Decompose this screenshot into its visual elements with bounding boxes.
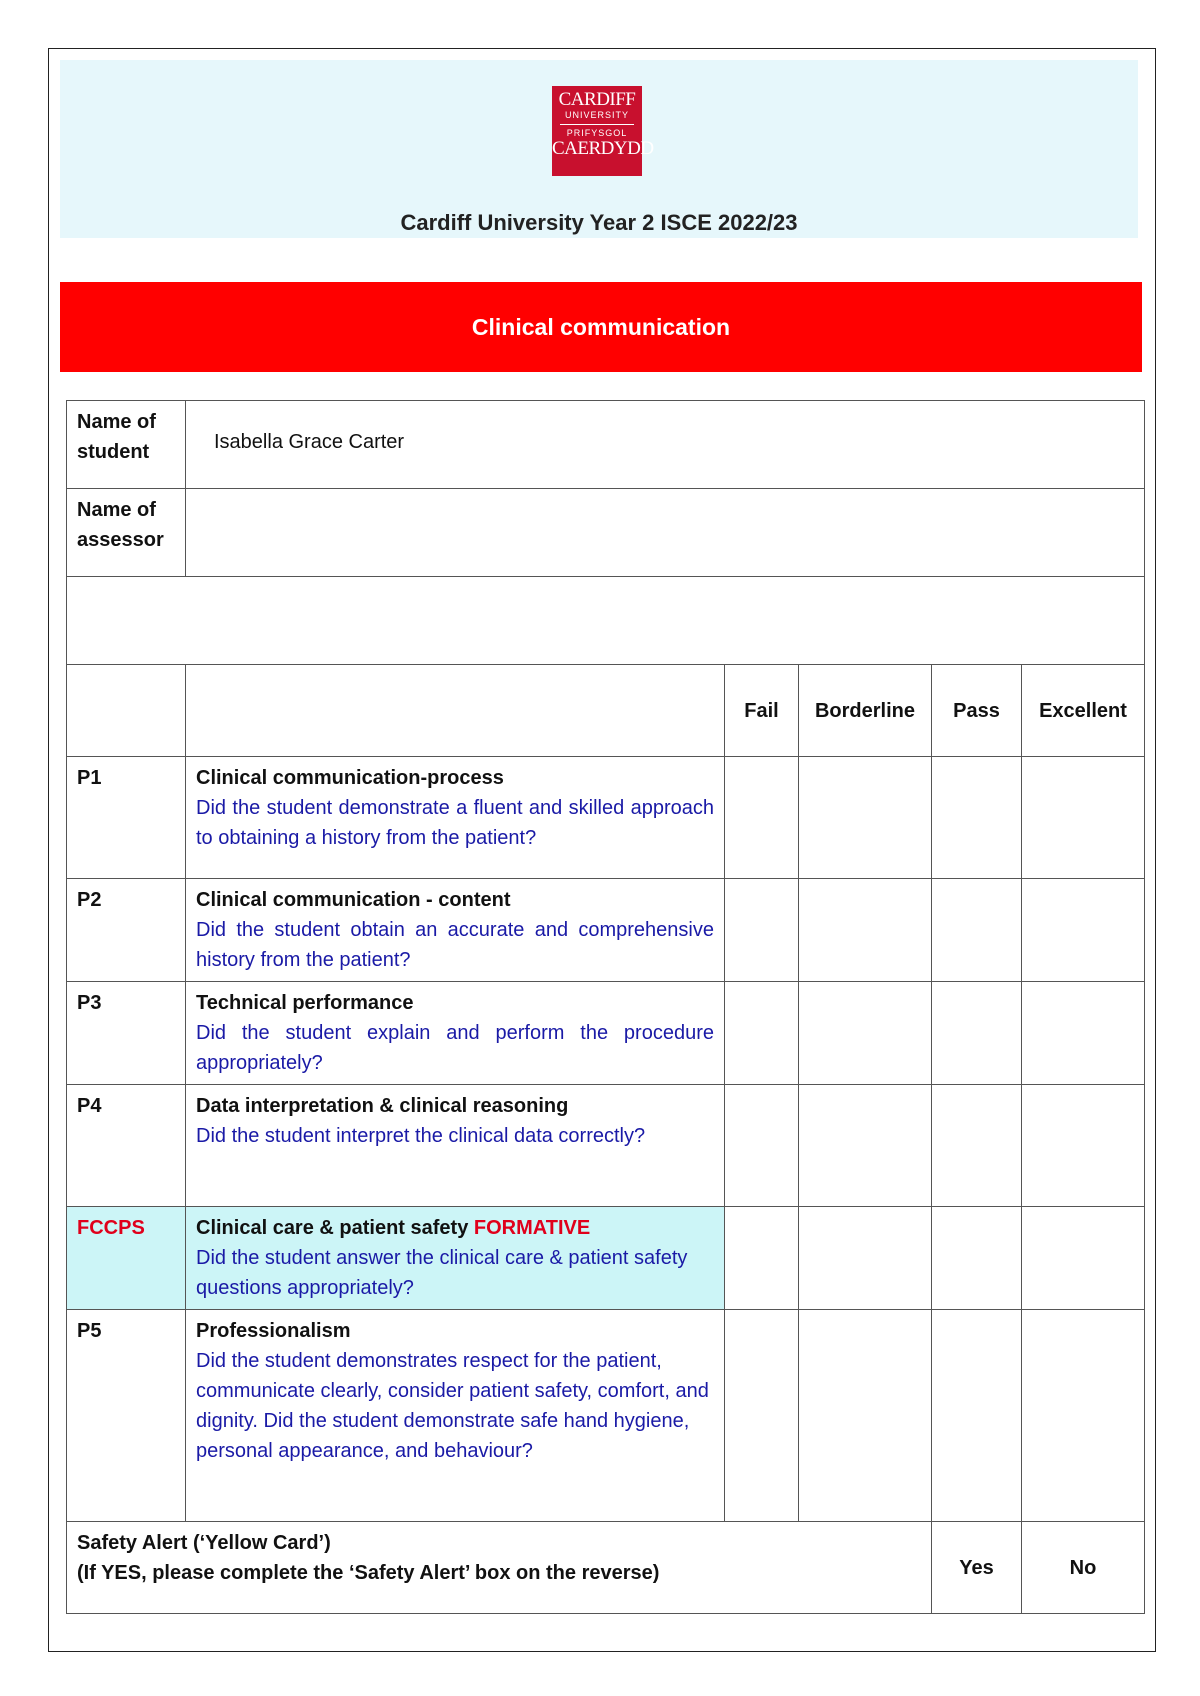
criterion-description (186, 1310, 725, 1522)
criterion-title: Data interpretation & clinical reasoning (196, 1095, 569, 1117)
grade-cell-pass[interactable] (932, 1085, 1022, 1207)
document-title: Cardiff University Year 2 ISCE 2022/23 (400, 210, 798, 235)
grade-cell-pass[interactable] (932, 879, 1022, 982)
logo-divider (560, 124, 634, 125)
assessor-row (67, 489, 1145, 577)
header-excellent: Excellent (1022, 665, 1145, 757)
safety-alert-description (67, 1522, 932, 1614)
grade-cell-borderline[interactable] (799, 1085, 932, 1207)
criterion-row-p4 (67, 1085, 1145, 1207)
grade-cell-excellent[interactable] (1022, 1310, 1145, 1522)
formative-flag: FORMATIVE (473, 1217, 591, 1239)
grade-cell-pass[interactable] (932, 982, 1022, 1085)
grade-cell-excellent[interactable] (1022, 982, 1145, 1085)
grade-cell-pass[interactable] (932, 1310, 1022, 1522)
criterion-row-p2 (67, 879, 1145, 982)
criterion-description (186, 757, 725, 879)
grade-cell-borderline[interactable] (799, 1310, 932, 1522)
criterion-title: Technical performance (196, 992, 414, 1014)
criterion-row-fccps (67, 1207, 1145, 1310)
criterion-question: Did the student demonstrate a fluent and skilled approach to obtaining a history from the patient? (196, 797, 714, 849)
criterion-title (196, 1213, 714, 1243)
safety-alert-no[interactable]: No (1022, 1522, 1145, 1614)
criterion-code: P1 (67, 757, 186, 879)
grade-cell-fail[interactable] (725, 757, 799, 879)
criterion-description (186, 1085, 725, 1207)
header-empty-criterion (186, 665, 725, 757)
criterion-question: Did the student answer the clinical care & patient safety questions appropriately? (196, 1247, 688, 1299)
criterion-row-p3 (67, 982, 1145, 1085)
grade-cell-borderline[interactable] (799, 982, 932, 1085)
university-logo (552, 86, 654, 176)
grade-header-row (67, 665, 1145, 757)
assessor-name-field[interactable] (186, 489, 1145, 577)
safety-alert-instruction: (If YES, please complete the ‘Safety Alert’ box on the reverse) (77, 1562, 660, 1584)
header-empty-code (67, 665, 186, 757)
criterion-question: Did the student interpret the clinical data correctly? (196, 1125, 646, 1147)
banner-title: Clinical communication (471, 313, 731, 340)
student-row (67, 401, 1145, 489)
blank-row (67, 577, 1145, 665)
criterion-title: Clinical communication - content (196, 889, 511, 911)
grade-cell-excellent[interactable] (1022, 1085, 1145, 1207)
section-banner (60, 282, 1142, 372)
blank-notes-field[interactable] (67, 577, 1145, 665)
logo-line-1: CARDIFF (558, 89, 636, 110)
assessor-name-label: Name of assessor (67, 489, 186, 577)
grade-cell-excellent[interactable] (1022, 757, 1145, 879)
header-borderline: Borderline (799, 665, 932, 757)
logo-line-2: UNIVERSITY (564, 110, 629, 120)
grade-cell-fail[interactable] (725, 1207, 799, 1310)
criterion-description (186, 879, 725, 982)
header-pass: Pass (932, 665, 1022, 757)
grade-cell-pass[interactable] (932, 757, 1022, 879)
student-name-field[interactable]: Isabella Grace Carter (186, 401, 1145, 489)
criterion-code: P4 (67, 1085, 186, 1207)
criterion-row-p5 (67, 1310, 1145, 1522)
criterion-code: FCCPS (67, 1207, 186, 1310)
criterion-code: P3 (67, 982, 186, 1085)
criterion-question: Did the student demonstrates respect for the patient, communicate clearly, consider patient safety, comfort, and dignity. Did the student demonstrate safe hand hygiene, personal appearance, and behaviour? (196, 1350, 709, 1462)
grade-cell-borderline[interactable] (799, 757, 932, 879)
criterion-description (186, 982, 725, 1085)
criterion-question: Did the student explain and perform the procedure appropriately? (196, 1022, 714, 1074)
criterion-title: Professionalism (196, 1320, 351, 1342)
safety-alert-yes[interactable]: Yes (932, 1522, 1022, 1614)
grade-cell-fail[interactable] (725, 879, 799, 982)
grade-cell-borderline[interactable] (799, 879, 932, 982)
grade-cell-fail[interactable] (725, 1310, 799, 1522)
grade-cell-fail[interactable] (725, 1085, 799, 1207)
student-name-label: Name of student (67, 401, 186, 489)
grade-cell-borderline[interactable] (799, 1207, 932, 1310)
criterion-title: Clinical communication-process (196, 767, 504, 789)
logo-line-3: PRIFYSGOL (566, 128, 628, 138)
grade-cell-excellent[interactable] (1022, 879, 1145, 982)
criterion-question: Did the student obtain an accurate and comprehensive history from the patient? (196, 919, 714, 971)
criterion-row-p1 (67, 757, 1145, 879)
grade-cell-excellent[interactable] (1022, 1207, 1145, 1310)
criterion-description (186, 1207, 725, 1310)
header-fail: Fail (725, 665, 799, 757)
grade-cell-pass[interactable] (932, 1207, 1022, 1310)
grade-cell-fail[interactable] (725, 982, 799, 1085)
criterion-code: P5 (67, 1310, 186, 1522)
logo-line-4: CAERDYDD (552, 138, 654, 159)
safety-alert-row (67, 1522, 1145, 1614)
assessment-form (66, 400, 1145, 1614)
criterion-code: P2 (67, 879, 186, 982)
criterion-title-text: Clinical care & patient safety (196, 1217, 469, 1239)
safety-alert-title: Safety Alert (‘Yellow Card’) (77, 1532, 331, 1554)
